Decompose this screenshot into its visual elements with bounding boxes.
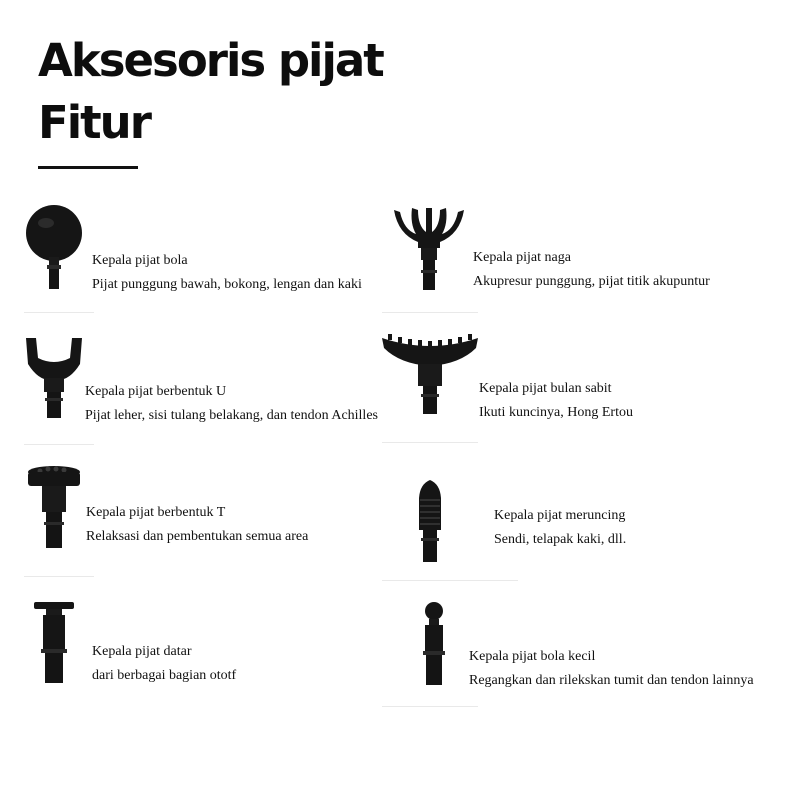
accessory-name: Kepala pijat meruncing [494,508,626,523]
accessory-description: Regangkan dan rilekskan tumit dan tendon lainnya [469,673,754,688]
small-ball-head-icon [414,600,454,688]
accessory-name: Kepala pijat bola kecil [469,649,596,664]
ball-head-icon [22,203,88,293]
page-subtitle: Fitur [38,96,150,149]
divider [24,312,94,313]
crescent-head-icon [380,326,480,418]
divider [382,312,478,313]
page-title: Aksesoris pijat [38,34,383,87]
accessory-description: Sendi, telapak kaki, dll. [494,532,627,547]
divider [382,706,478,707]
divider [24,444,94,445]
accessory-name: Kepala pijat bulan sabit [479,381,612,396]
accessory-name: Kepala pijat naga [473,250,571,265]
accessory-name: Kepala pijat bola [92,253,188,268]
accessory-description: dari berbagai bagian ototf [92,668,237,683]
accessory-name: Kepala pijat berbentuk U [85,384,227,399]
t-shape-head-icon [24,464,84,554]
accessory-name: Kepala pijat berbentuk T [86,505,226,520]
accessory-description: Akupresur punggung, pijat titik akupuntur [473,274,710,289]
dragon-head-icon [388,204,470,292]
title-underline [38,166,138,169]
pointed-head-icon [410,478,450,564]
accessory-description: Pijat leher, sisi tulang belakang, dan tendon Achilles [85,408,378,423]
accessory-description: Ikuti kuncinya, Hong Ertou [479,405,633,420]
accessory-description: Pijat punggung bawah, bokong, lengan dan kaki [92,277,362,292]
flat-head-icon [30,600,78,686]
accessory-name: Kepala pijat datar [92,644,192,659]
u-shape-head-icon [22,336,86,422]
divider [382,580,518,581]
divider [24,576,94,577]
divider [382,442,478,443]
accessory-description: Relaksasi dan pembentukan semua area [86,529,309,544]
